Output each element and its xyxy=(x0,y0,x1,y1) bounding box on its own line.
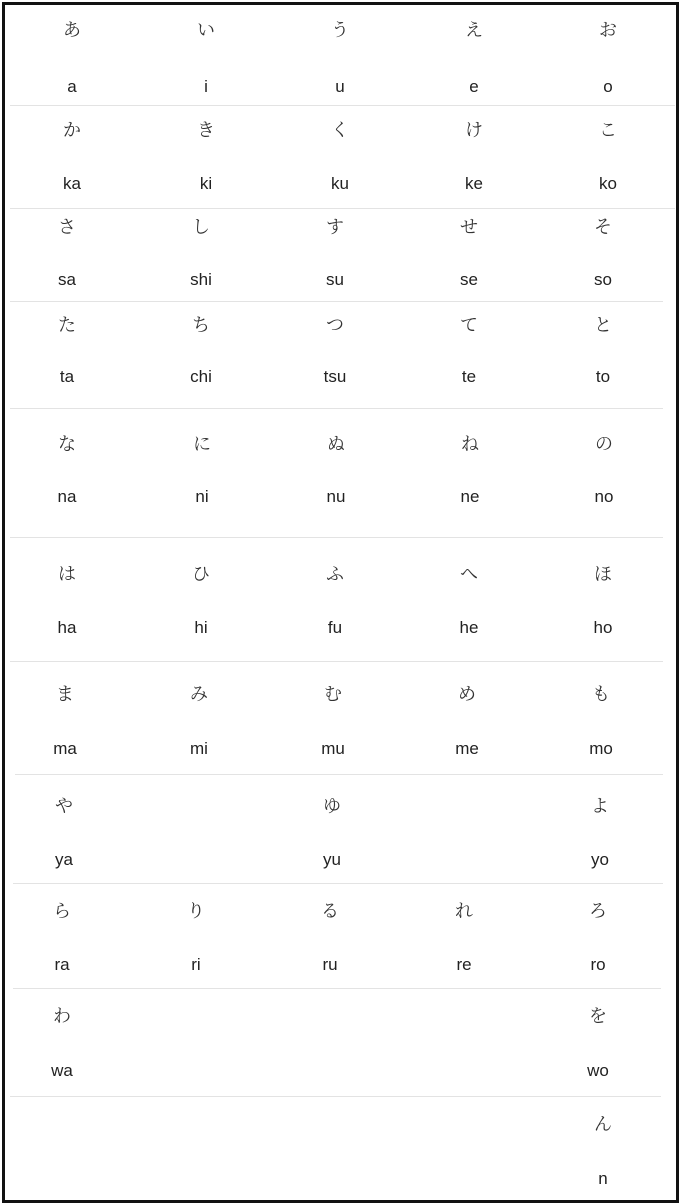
table-cell xyxy=(444,5,504,105)
romaji-label: ru xyxy=(322,955,338,974)
kana-character: へ xyxy=(460,564,478,585)
romaji-label: a xyxy=(67,77,77,96)
kana-character: る xyxy=(321,901,339,922)
romaji-label: o xyxy=(603,77,613,96)
table-cell xyxy=(303,1096,363,1200)
kana-character: ら xyxy=(53,901,71,922)
kana-character: こ xyxy=(599,120,617,141)
table-cell xyxy=(166,883,226,988)
kana-character: や xyxy=(55,796,73,817)
romaji-label: n xyxy=(598,1169,608,1188)
kana-character: あ xyxy=(63,20,81,41)
romaji-label: me xyxy=(455,739,479,758)
table-cell xyxy=(573,208,633,301)
romaji-label: te xyxy=(461,367,477,386)
kana-character: に xyxy=(193,434,211,455)
table-cell xyxy=(171,208,231,301)
romaji-label: he xyxy=(459,618,479,637)
kana-character: く xyxy=(331,120,349,141)
kana-character: も xyxy=(592,684,610,705)
table-cell xyxy=(573,537,633,661)
romaji-label: so xyxy=(594,270,612,289)
romaji-label: na xyxy=(57,487,77,506)
table-cell xyxy=(34,774,94,883)
kana-character: つ xyxy=(326,315,344,336)
kana-character: け xyxy=(465,120,483,141)
romaji-label: ke xyxy=(465,174,483,193)
romaji-label: ha xyxy=(57,618,77,637)
romaji-label: chi xyxy=(190,367,212,386)
kana-character: ろ xyxy=(589,901,607,922)
table-cell xyxy=(32,883,92,988)
romaji-label: re xyxy=(456,955,472,974)
table-cell xyxy=(32,988,92,1096)
romaji-label: ra xyxy=(54,955,70,974)
kana-character: れ xyxy=(455,901,473,922)
romaji-label: fu xyxy=(327,618,343,637)
table-cell xyxy=(168,774,228,883)
romaji-label: su xyxy=(326,270,344,289)
table-row xyxy=(10,301,663,409)
kana-character: な xyxy=(58,434,76,455)
table-cell xyxy=(578,105,638,208)
hiragana-table xyxy=(2,2,679,1203)
kana-character: の xyxy=(595,434,613,455)
table-cell xyxy=(302,774,362,883)
kana-character: み xyxy=(190,684,208,705)
table-cell xyxy=(578,5,638,105)
kana-character: ふ xyxy=(326,564,344,585)
table-cell xyxy=(306,408,366,537)
table-cell xyxy=(440,408,500,537)
romaji-label: nu xyxy=(326,487,346,506)
table-cell xyxy=(310,5,370,105)
table-cell xyxy=(37,208,97,301)
table-row xyxy=(10,988,661,1097)
kana-character: わ xyxy=(53,1006,71,1027)
kana-character: え xyxy=(465,20,483,41)
kana-character: い xyxy=(197,20,215,41)
table-cell xyxy=(570,774,630,883)
kana-character: は xyxy=(58,564,76,585)
kana-character: ほ xyxy=(594,564,612,585)
kana-character: す xyxy=(326,217,344,238)
table-cell xyxy=(434,883,494,988)
table-cell xyxy=(176,105,236,208)
romaji-label: ku xyxy=(331,174,349,193)
romaji-label: ka xyxy=(63,174,81,193)
kana-character: ゆ xyxy=(323,796,341,817)
table-cell xyxy=(37,301,97,408)
table-cell xyxy=(35,1096,95,1200)
kana-character: ひ xyxy=(192,564,210,585)
romaji-label: yo xyxy=(591,850,609,869)
romaji-label: ri xyxy=(191,955,201,974)
romaji-label: mu xyxy=(321,739,345,758)
romaji-label: no xyxy=(594,487,614,506)
table-cell xyxy=(169,661,229,774)
table-cell xyxy=(437,661,497,774)
table-cell xyxy=(166,988,226,1096)
romaji-label: mo xyxy=(589,739,613,758)
romaji-label: ne xyxy=(460,487,480,506)
table-cell xyxy=(169,1096,229,1200)
table-cell xyxy=(434,988,494,1096)
table-cell xyxy=(42,5,102,105)
table-row xyxy=(5,1096,672,1200)
kana-character: よ xyxy=(591,796,609,817)
kana-character: お xyxy=(599,20,617,41)
romaji-label: mi xyxy=(190,739,208,758)
kana-character: し xyxy=(192,217,210,238)
table-cell xyxy=(573,1096,633,1200)
table-row xyxy=(13,883,661,989)
table-cell xyxy=(305,208,365,301)
table-cell xyxy=(568,883,628,988)
table-cell xyxy=(300,883,360,988)
table-row xyxy=(10,208,663,302)
table-cell xyxy=(172,408,232,537)
kana-character: そ xyxy=(594,217,612,238)
romaji-label: tsu xyxy=(323,367,347,386)
kana-character: ん xyxy=(594,1114,612,1135)
kana-character: ち xyxy=(192,315,210,336)
table-cell xyxy=(176,5,236,105)
kana-character: さ xyxy=(58,217,76,238)
table-row xyxy=(13,774,663,884)
kana-character: ね xyxy=(461,434,479,455)
table-cell xyxy=(573,301,633,408)
table-cell xyxy=(571,661,631,774)
table-cell xyxy=(574,408,634,537)
table-row xyxy=(10,408,663,538)
table-cell xyxy=(568,988,628,1096)
romaji-label: e xyxy=(469,77,479,96)
romaji-label: sa xyxy=(58,270,76,289)
kana-character: と xyxy=(594,315,612,336)
table-row xyxy=(10,537,663,662)
kana-character: を xyxy=(589,1006,607,1027)
table-cell xyxy=(303,661,363,774)
table-cell xyxy=(42,105,102,208)
kana-character: か xyxy=(63,120,81,141)
kana-character: き xyxy=(197,120,215,141)
table-row xyxy=(10,5,675,106)
table-cell xyxy=(444,105,504,208)
table-cell xyxy=(439,301,499,408)
table-cell xyxy=(437,1096,497,1200)
romaji-label: u xyxy=(335,77,345,96)
romaji-label: ya xyxy=(55,850,73,869)
romaji-label: hi xyxy=(194,618,208,637)
kana-character: ぬ xyxy=(327,434,345,455)
table-row xyxy=(10,105,675,209)
kana-character: う xyxy=(331,20,349,41)
kana-character: せ xyxy=(460,217,478,238)
table-cell xyxy=(305,537,365,661)
romaji-label: yu xyxy=(323,850,341,869)
table-cell xyxy=(439,537,499,661)
romaji-label: i xyxy=(204,77,208,96)
romaji-label: ta xyxy=(59,367,75,386)
table-cell xyxy=(171,301,231,408)
romaji-label: ho xyxy=(593,618,613,637)
table-cell xyxy=(310,105,370,208)
table-cell xyxy=(300,988,360,1096)
romaji-label: to xyxy=(595,367,611,386)
table-cell xyxy=(37,537,97,661)
table-cell xyxy=(37,408,97,537)
romaji-label: ni xyxy=(195,487,209,506)
kana-character: む xyxy=(324,684,342,705)
table-row xyxy=(15,661,663,775)
romaji-label: shi xyxy=(190,270,212,289)
kana-character: ま xyxy=(56,684,74,705)
table-cell xyxy=(35,661,95,774)
romaji-label: wa xyxy=(51,1061,73,1080)
romaji-label: ro xyxy=(590,955,606,974)
table-cell xyxy=(439,208,499,301)
table-cell xyxy=(436,774,496,883)
romaji-label: ki xyxy=(199,174,213,193)
romaji-label: wo xyxy=(587,1061,609,1080)
romaji-label: ko xyxy=(599,174,617,193)
kana-character: て xyxy=(460,315,478,336)
table-cell xyxy=(171,537,231,661)
table-cell xyxy=(305,301,365,408)
kana-character: た xyxy=(58,315,76,336)
kana-character: め xyxy=(458,684,476,705)
romaji-label: ma xyxy=(53,739,77,758)
kana-character: り xyxy=(187,901,205,922)
romaji-label: se xyxy=(460,270,478,289)
